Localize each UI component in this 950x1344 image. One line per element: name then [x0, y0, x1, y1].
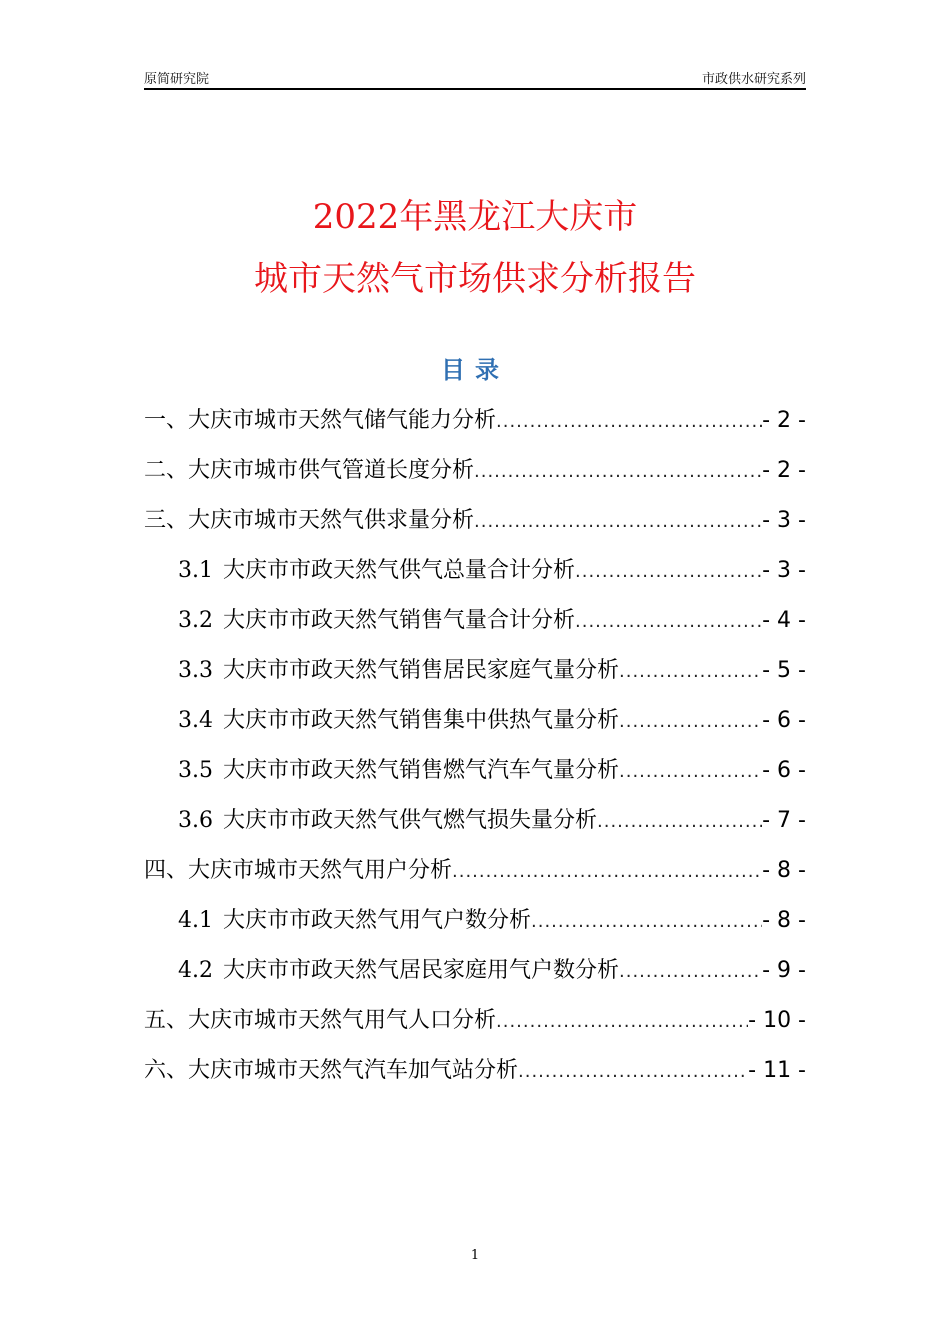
- toc-entry-label: 大庆市市政天然气供气燃气损失量分析: [223, 808, 598, 833]
- page-number: 1: [470, 1248, 480, 1263]
- toc-dot-leader: [619, 947, 762, 997]
- toc-entry[interactable]: [144, 1046, 806, 1096]
- toc-entry-label: 五、大庆市城市天然气用气人口分析: [144, 1008, 497, 1033]
- toc-entry[interactable]: [144, 496, 806, 546]
- toc-entry-page: - 11 -: [748, 1058, 806, 1083]
- toc-entry-page: - 10 -: [748, 1008, 806, 1033]
- toc-subentry[interactable]: [144, 546, 806, 596]
- toc-dot-leader: [531, 897, 762, 947]
- header-org: 原简研究院: [144, 72, 210, 87]
- toc-entry-number: 3.1: [178, 558, 213, 583]
- toc-entry[interactable]: [144, 996, 806, 1046]
- toc-entry-label: 大庆市市政天然气用气户数分析: [223, 908, 532, 933]
- toc-entry-page: - 2 -: [762, 408, 806, 433]
- toc-dot-leader: [597, 797, 762, 847]
- toc-entry[interactable]: [144, 846, 806, 896]
- toc-entry[interactable]: [144, 446, 806, 496]
- toc-dot-leader: [575, 547, 762, 597]
- toc-entry-page: - 6 -: [762, 708, 806, 733]
- toc-entry-number: 3.2: [178, 608, 213, 633]
- toc-dot-leader: [474, 447, 762, 497]
- toc-entry[interactable]: [144, 396, 806, 446]
- toc-subentry[interactable]: [144, 596, 806, 646]
- toc-entry-label: 大庆市市政天然气销售居民家庭气量分析: [223, 658, 620, 683]
- report-title-line-1: 2022年黑龙江大庆市: [312, 197, 638, 237]
- table-of-contents: [144, 396, 806, 1096]
- toc-dot-leader: [496, 397, 762, 447]
- toc-entry-label: 一、大庆市城市天然气储气能力分析: [144, 408, 497, 433]
- toc-subentry[interactable]: [144, 746, 806, 796]
- toc-dot-leader: [518, 1047, 748, 1097]
- toc-subentry[interactable]: [144, 796, 806, 846]
- toc-entry-label: 大庆市市政天然气销售气量合计分析: [223, 608, 576, 633]
- header-series: 市政供水研究系列: [701, 72, 806, 87]
- toc-entry-page: - 2 -: [762, 458, 806, 483]
- toc-entry-number: 4.2: [178, 958, 213, 983]
- toc-subentry[interactable]: [144, 646, 806, 696]
- toc-dot-leader: [496, 997, 748, 1047]
- toc-dot-leader: [619, 697, 762, 747]
- toc-heading: 目录: [441, 356, 509, 384]
- page-header: [144, 66, 806, 90]
- toc-entry-number: 3.5: [178, 758, 213, 783]
- toc-entry-label: 大庆市市政天然气销售集中供热气量分析: [223, 708, 620, 733]
- toc-entry-label: 大庆市市政天然气销售燃气汽车气量分析: [223, 758, 620, 783]
- toc-entry-label: 大庆市市政天然气居民家庭用气户数分析: [223, 958, 620, 983]
- report-title-line-2: 城市天然气市场供求分析报告: [254, 259, 696, 299]
- toc-entry-page: - 5 -: [762, 658, 806, 683]
- toc-dot-leader: [619, 647, 762, 697]
- toc-subentry[interactable]: [144, 696, 806, 746]
- toc-dot-leader: [575, 597, 762, 647]
- toc-entry-number: 4.1: [178, 908, 213, 933]
- toc-entry-page: - 8 -: [762, 908, 806, 933]
- toc-entry-label: 六、大庆市城市天然气汽车加气站分析: [144, 1058, 519, 1083]
- toc-entry-page: - 9 -: [762, 958, 806, 983]
- toc-entry-page: - 8 -: [762, 858, 806, 883]
- toc-entry-label: 三、大庆市城市天然气供求量分析: [144, 508, 475, 533]
- toc-entry-page: - 3 -: [762, 508, 806, 533]
- toc-entry-number: 3.4: [178, 708, 213, 733]
- toc-entry-page: - 6 -: [762, 758, 806, 783]
- toc-entry-label: 二、大庆市城市供气管道长度分析: [144, 458, 475, 483]
- toc-dot-leader: [474, 497, 762, 547]
- toc-entry-page: - 7 -: [762, 808, 806, 833]
- toc-entry-number: 3.6: [178, 808, 213, 833]
- toc-dot-leader: [619, 747, 762, 797]
- toc-entry-page: - 4 -: [762, 608, 806, 633]
- toc-subentry[interactable]: [144, 896, 806, 946]
- toc-subentry[interactable]: [144, 946, 806, 996]
- toc-entry-label: 四、大庆市城市天然气用户分析: [144, 858, 453, 883]
- toc-entry-page: - 3 -: [762, 558, 806, 583]
- toc-entry-label: 大庆市市政天然气供气总量合计分析: [223, 558, 576, 583]
- toc-entry-number: 3.3: [178, 658, 213, 683]
- toc-dot-leader: [452, 847, 762, 897]
